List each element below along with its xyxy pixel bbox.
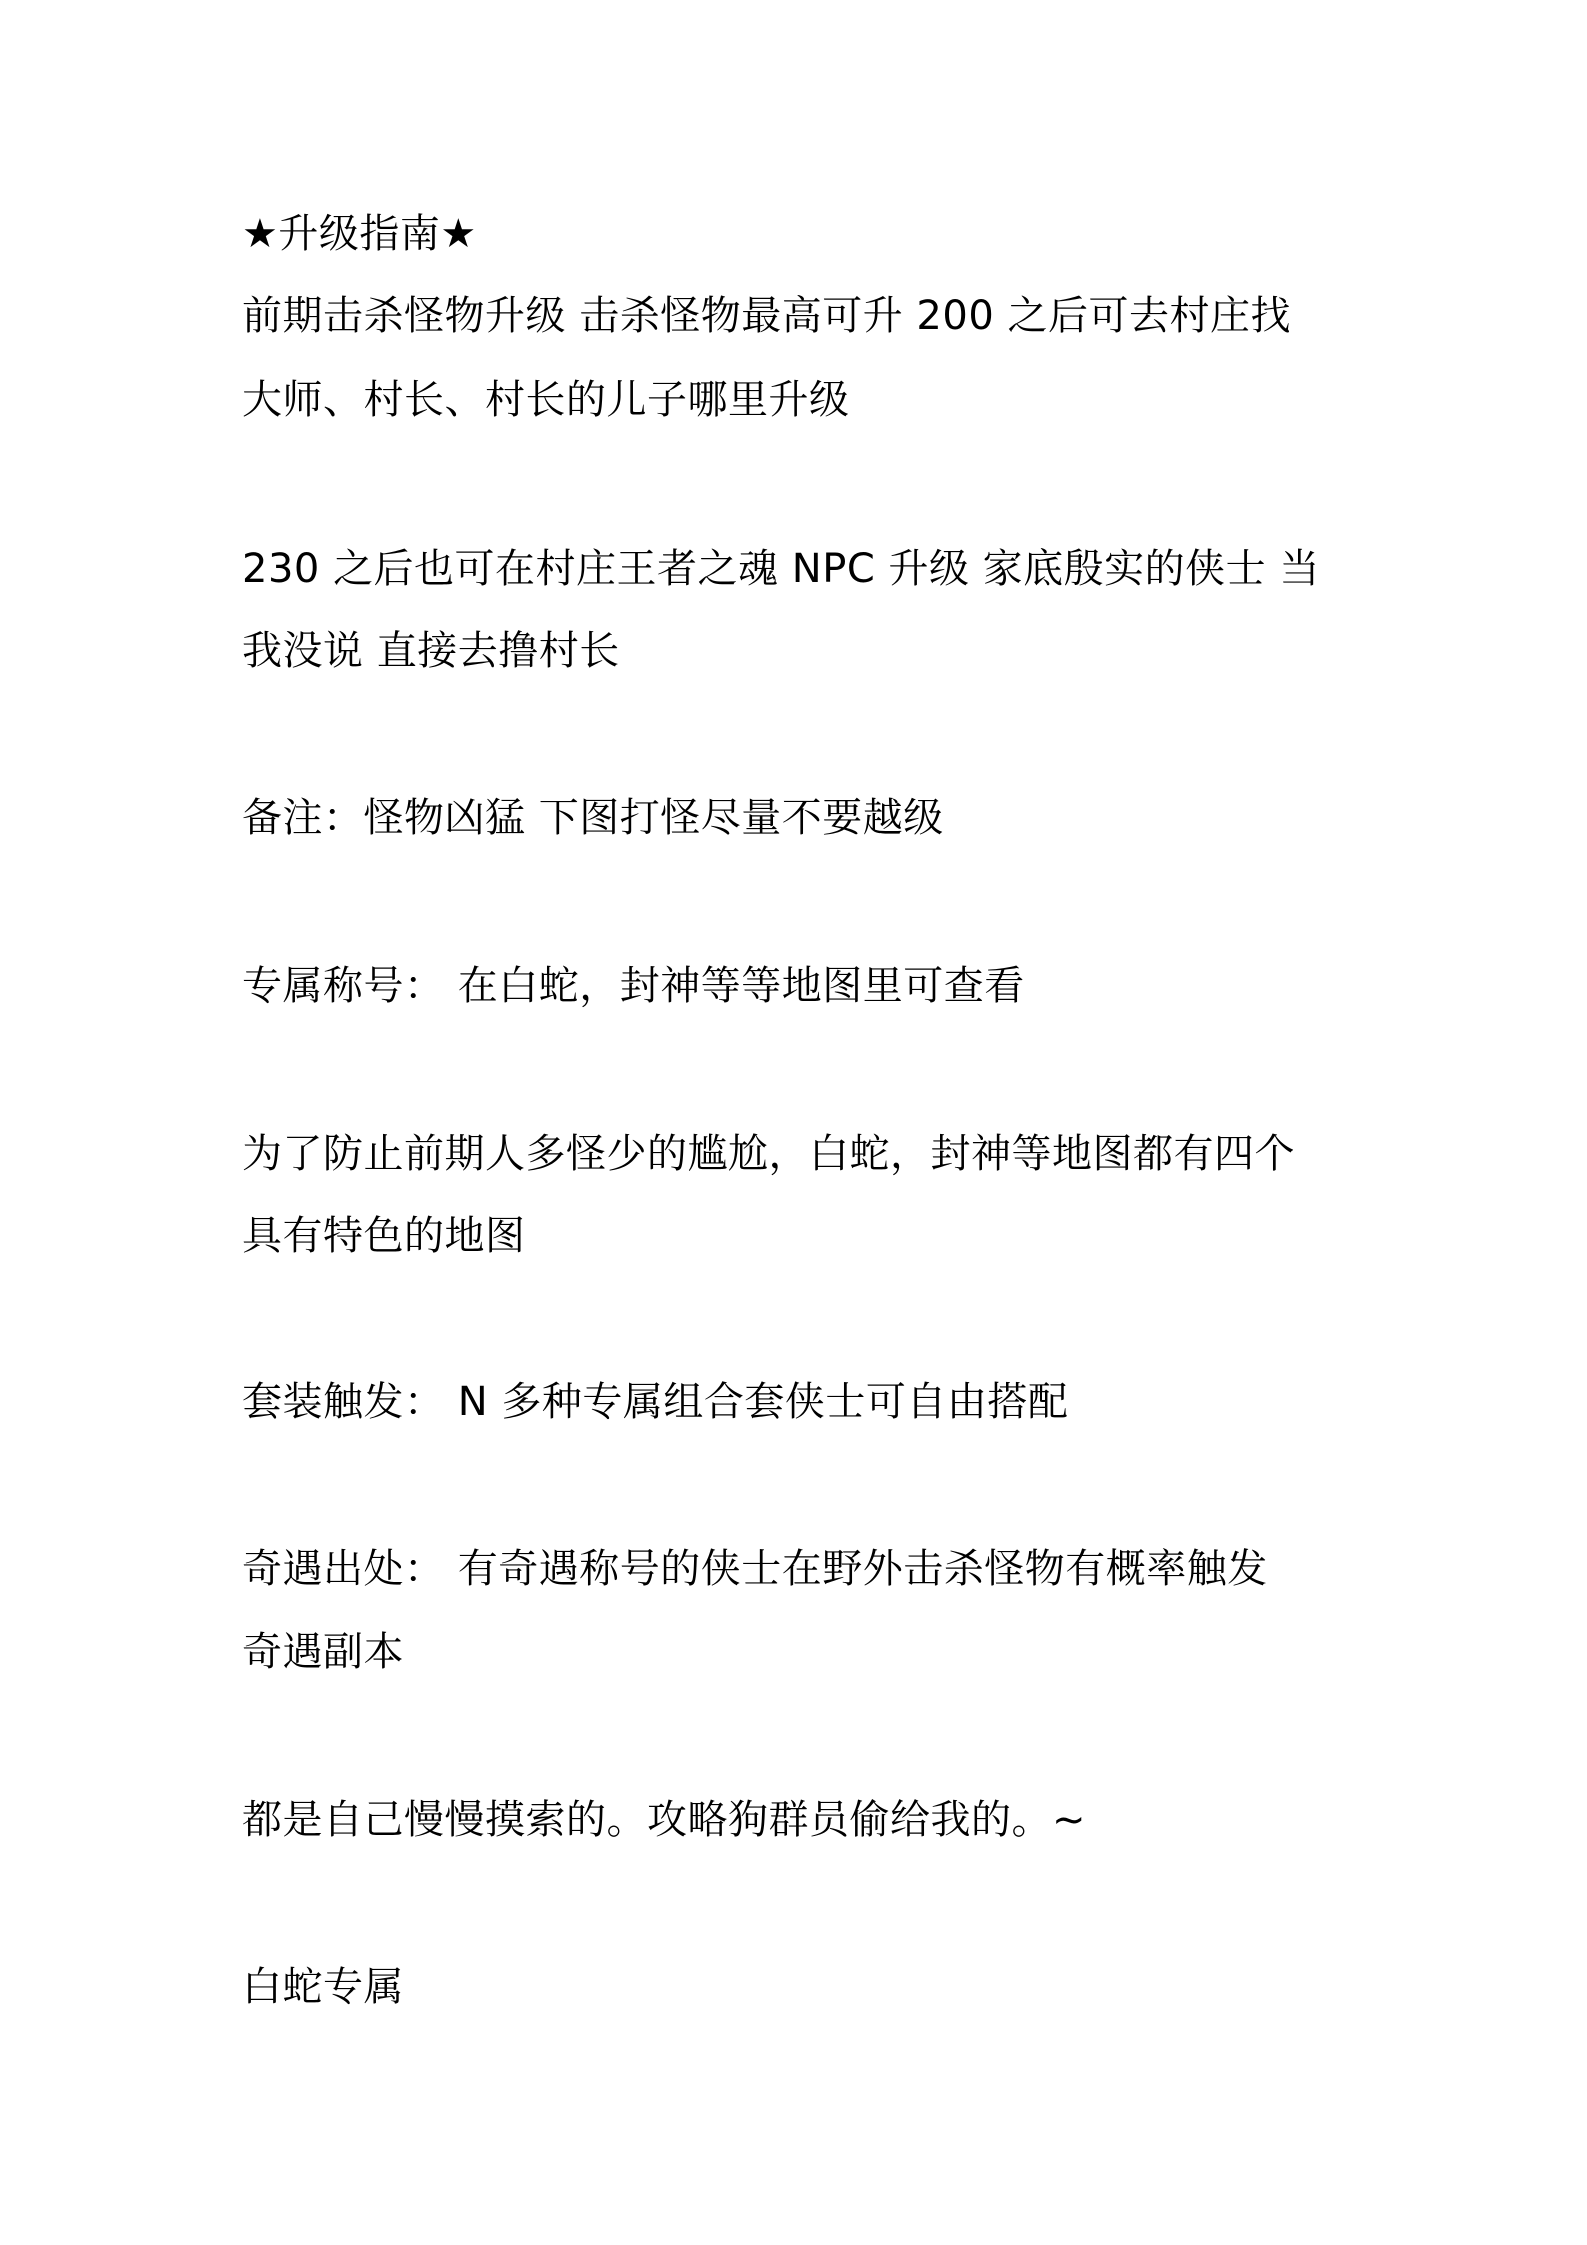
- paragraph-line: 都是自己慢慢摸索的。攻略狗群员偷给我的。~: [242, 1797, 1087, 1843]
- paragraph-line: 大师、村长、村长的儿子哪里升级: [242, 377, 850, 423]
- paragraph-line: 套装触发： N 多种专属组合套侠士可自由搭配: [242, 1379, 1069, 1425]
- paragraph-line: 具有特色的地图: [242, 1213, 526, 1259]
- paragraph-line: 备注：怪物凶猛 下图打怪尽量不要越级: [242, 795, 944, 841]
- section-heading: 白蛇专属: [242, 1964, 404, 2010]
- paragraph-line: 为了防止前期人多怪少的尴尬，白蛇，封神等地图都有四个: [242, 1131, 1295, 1177]
- paragraph-line: 奇遇出处： 有奇遇称号的侠士在野外击杀怪物有概率触发: [242, 1546, 1268, 1592]
- paragraph-line: 专属称号： 在白蛇，封神等等地图里可查看: [242, 963, 1025, 1009]
- paragraph-line: 奇遇副本: [242, 1629, 404, 1675]
- document-title: ★升级指南★: [242, 211, 477, 257]
- paragraph-line: 230 之后也可在村庄王者之魂 NPC 升级 家底殷实的侠士 当: [242, 546, 1320, 592]
- paragraph-line: 我没说 直接去撸村长: [242, 628, 620, 674]
- paragraph-line: 前期击杀怪物升级 击杀怪物最高可升 200 之后可去村庄找: [242, 293, 1291, 339]
